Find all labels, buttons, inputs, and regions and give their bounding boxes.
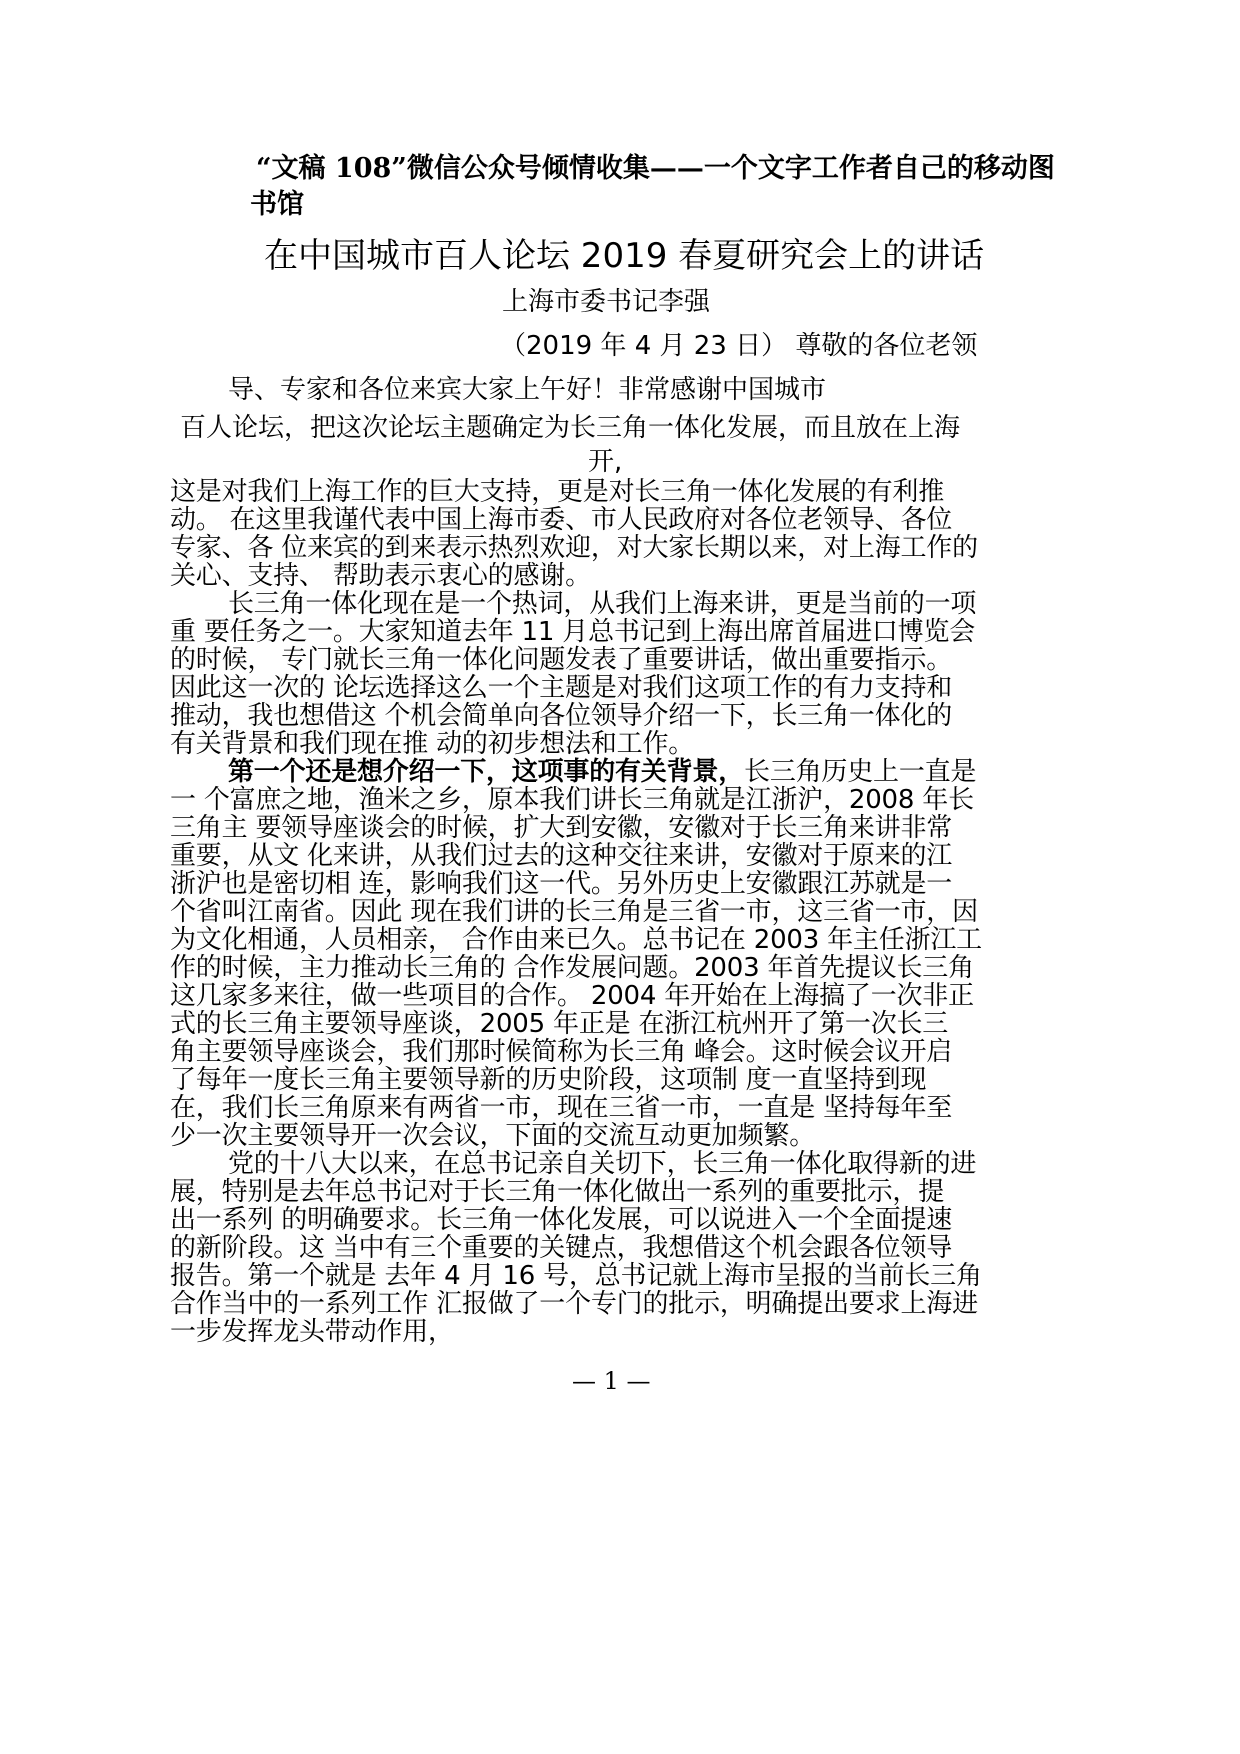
paragraph-line: 有关背景和我们现在推 动的初步想法和工作。	[170, 729, 695, 759]
page-title: 在中国城市百人论坛 2019 春夏研究会上的讲话	[264, 236, 985, 276]
paragraph-line: 报告。第一个就是 去年 4 月 16 号，总书记就上海市呈报的当前长三角	[170, 1261, 982, 1291]
paragraph-line: 推动，我也想借这 个机会简单向各位领导介绍一下，长三角一体化的	[170, 701, 953, 731]
paragraph-line: 合作当中的一系列工作 汇报做了一个专门的批示，明确提出要求上海进	[170, 1289, 978, 1319]
paragraph-line: 三角主 要领导座谈会的时候，扩大到安徽，安徽对于长三角来讲非常	[170, 813, 953, 843]
paragraph-text: 长三角历史上一直是	[744, 757, 977, 787]
header-line-1: “文稿 108”微信公众号倾情收集——一个文字工作者自己的移动图	[256, 153, 1055, 184]
paragraph-line: 关心、支持、 帮助表示衷心的感谢。	[170, 561, 591, 591]
paragraph-line: 这几家多来往，做一些项目的合作。 2004 年开始在上海搞了一次非正	[170, 981, 974, 1011]
paragraph-line: 专家、各 位来宾的到来表示热烈欢迎，对大家长期以来，对上海工作的	[170, 533, 978, 563]
paragraph-line: 因此这一次的 论坛选择这么一个主题是对我们这项工作的有力支持和	[170, 673, 953, 703]
paragraph-line: 重 要任务之一。大家知道去年 11 月总书记到上海出席首届进口博览会	[170, 617, 976, 647]
paragraph-line: 一步发挥龙头带动作用，	[170, 1317, 454, 1347]
paragraph-line: 重要，从文 化来讲，从我们过去的这种交往来讲，安徽对于原来的江	[170, 841, 953, 871]
paragraph-line: 为文化相通，人员相亲， 合作由来已久。总书记在 2003 年主任浙江工	[170, 925, 982, 955]
header-line-2: 书馆	[250, 189, 304, 220]
page-number: — 1 —	[572, 1367, 651, 1395]
paragraph-line: 角主要领导座谈会，我们那时候简称为长三角 峰会。这时候会议开启	[170, 1037, 953, 1067]
paragraph-line: 这是对我们上海工作的巨大支持，更是对长三角一体化发展的有利推	[170, 477, 945, 507]
paragraph-line: 出一系列 的明确要求。长三角一体化发展，可以说进入一个全面提速	[170, 1205, 953, 1235]
paragraph-line: 长三角一体化现在是一个热词，从我们上海来讲，更是当前的一项	[228, 589, 977, 619]
paragraph-line: 式的长三角主要领导座谈，2005 年正是 在浙江杭州开了第一次长三	[170, 1009, 949, 1039]
paragraph-line: 少一次主要领导开一次会议，下面的交流互动更加频繁。	[170, 1121, 816, 1151]
speaker-line: 上海市委书记李强	[502, 287, 711, 317]
intro-line: 开,	[588, 447, 623, 477]
date-line: （2019 年 4 月 23 日） 尊敬的各位老领	[500, 331, 978, 361]
paragraph-line: 的时候， 专门就长三角一体化问题发表了重要讲话，做出重要指示。	[170, 645, 953, 675]
intro-line: 百人论坛，把这次论坛主题确定为长三角一体化发展，而且放在上海	[180, 413, 961, 443]
paragraph-line: 作的时候，主力推动长三角的 合作发展问题。2003 年首先提议长三角	[170, 953, 974, 983]
section-heading: 第一个还是想介绍一下，这项事的有关背景，	[228, 757, 745, 787]
paragraph-line: 了每年一度长三角主要领导新的历史阶段，这项制 度一直坚持到现	[170, 1065, 927, 1095]
intro-line: 导、专家和各位来宾大家上午好！非常感谢中国城市	[228, 375, 827, 405]
paragraph-lead-line	[228, 758, 976, 786]
paragraph-line: 展，特别是去年总书记对于长三角一体化做出一系列的重要批示，提	[170, 1177, 945, 1207]
paragraph-line: 浙沪也是密切相 连，影响我们这一代。另外历史上安徽跟江苏就是一	[170, 869, 953, 899]
paragraph-line: 一 个富庶之地，渔米之乡，原本我们讲长三角就是江浙沪，2008 年长	[170, 785, 974, 815]
paragraph-line: 在，我们长三角原来有两省一市，现在三省一市，一直是 坚持每年至	[170, 1093, 953, 1123]
paragraph-line: 党的十八大以来，在总书记亲自关切下，长三角一体化取得新的进	[228, 1149, 977, 1179]
paragraph-line: 个省叫江南省。因此 现在我们讲的长三角是三省一市，这三省一市，因	[170, 897, 978, 927]
paragraph-line: 动。 在这里我谨代表中国上海市委、市人民政府对各位老领导、各位	[170, 505, 953, 535]
paragraph-line: 的新阶段。这 当中有三个重要的关键点，我想借这个机会跟各位领导	[170, 1233, 953, 1263]
